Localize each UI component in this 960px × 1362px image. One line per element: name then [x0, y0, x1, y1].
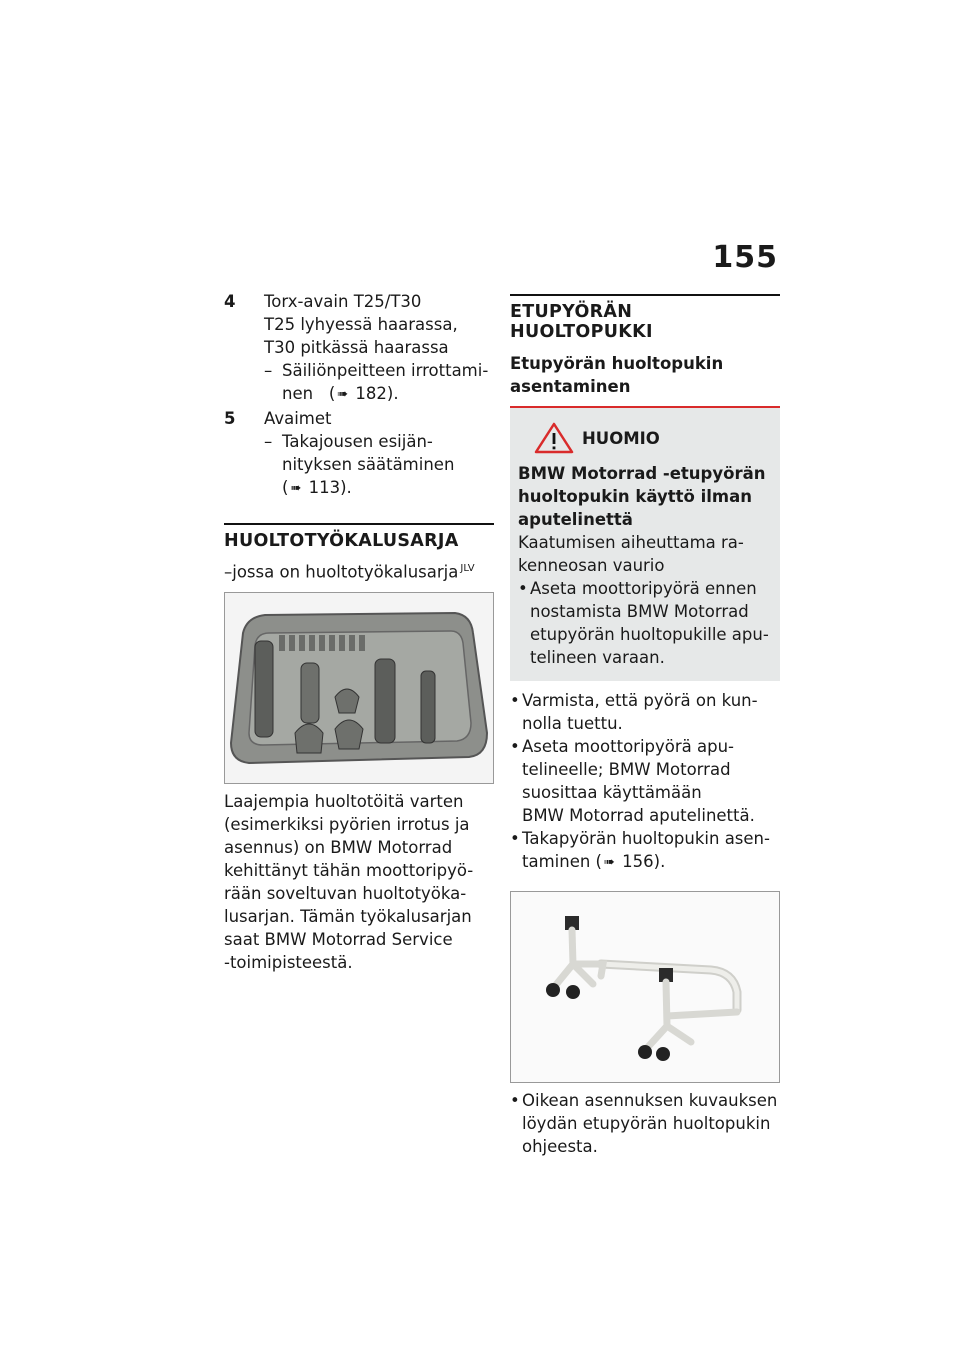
sub-line: nityksen säätäminen — [282, 455, 455, 474]
sub-line: nen — [282, 384, 314, 403]
item-line: Torx-avain T25/T30 — [264, 292, 422, 311]
paragraph-line: (esimerkiksi pyörien irrotus ja — [224, 814, 470, 834]
section-heading-front-stand: ETUPYÖRÄN HUOLTOPUKKI — [510, 294, 780, 342]
page-reference-link[interactable]: 113). — [308, 478, 352, 497]
ref-arrow-icon: ➠ — [604, 855, 615, 870]
item-number: 4 — [224, 292, 236, 311]
notice-heading: BMW Motorrad -etupyörän huoltopukin käyttö ilman aputelinettä — [518, 464, 766, 529]
ref-arrow-icon: ➠ — [290, 481, 302, 496]
toolkit-illustration — [225, 593, 493, 783]
paragraph-line: rään soveltuvan huoltotyöka- — [224, 883, 467, 903]
subsection-heading: Etupyörän huoltopukin asentaminen — [510, 354, 724, 396]
item-line: T30 pitkässä haarassa — [264, 338, 449, 357]
right-column — [510, 290, 780, 1158]
front-stand-illustration — [511, 892, 779, 1082]
list-item: • Aseta moottoripyörä apu- telineelle; BMW Motorrad suosittaa käyttämään BMW Motorrad aputelinettä. — [510, 737, 755, 825]
paragraph-line: lusarjan. Tämän työkalusarjan — [224, 906, 472, 926]
item-line: T25 lyhyessä haarassa, — [264, 315, 458, 334]
paragraph-line: -toimipisteestä. — [224, 952, 353, 972]
list-item: • Takapyörän huoltopukin asen- taminen ( ➠ 156). — [510, 827, 780, 875]
toolkit-subtitle: –jossa on huoltotyökalusarja $^{JLV}$ — [224, 562, 475, 582]
page-reference-link[interactable]: 156). — [622, 852, 666, 871]
list-item: • Varmista, että pyörä on kun- nolla tuettu. — [510, 691, 758, 733]
front-stand-image — [510, 891, 780, 1083]
item-number: 5 — [224, 409, 236, 428]
section-heading-toolkit: HUOLTOTYÖKALUSARJA — [224, 523, 494, 551]
toolkit-image — [224, 592, 494, 784]
paragraph-line: saat BMW Motorrad Service — [224, 929, 453, 949]
paragraph-line: asennus) on BMW Motorrad — [224, 837, 453, 857]
notice-bullet: • Aseta moottoripyörä ennen nostamista BMW Motorrad etupyörän huoltopukille apu- telineen varaan. — [518, 579, 769, 667]
left-column — [224, 290, 494, 974]
notice-title: HUOMIO — [582, 428, 660, 448]
item-line: Avaimet — [264, 409, 332, 428]
ref-arrow-icon: ➠ — [337, 387, 349, 402]
page-number: 155 — [712, 240, 778, 275]
paragraph-line: Laajempia huoltotöitä varten — [224, 791, 464, 811]
instruction-list — [510, 689, 780, 875]
warning-triangle-icon — [534, 422, 574, 454]
sub-line: Säiliönpeitteen irrottami- — [282, 361, 489, 380]
sub-item: – Takajousen esijän- nityksen säätäminen ( ➠ 113). — [264, 430, 494, 501]
notice-text: Kaatumisen aiheuttama ra- kenneosan vaurio — [518, 533, 744, 575]
page-reference-link[interactable]: 182). — [355, 384, 399, 403]
list-item-4 — [224, 290, 494, 407]
list-item-5 — [224, 407, 494, 501]
sub-item: – Säiliönpeitteen irrottami- nen ( ➠ 182). — [264, 359, 494, 407]
option-code: JLV — [460, 563, 475, 574]
toolkit-paragraph — [224, 790, 494, 974]
sub-line: Takajousen esijän- — [282, 432, 433, 451]
list-item: • Oikean asennuksen kuvauksen löydän etupyörän huoltopukin ohjeesta. — [510, 1091, 778, 1156]
paragraph-line: kehittänyt tähän moottoripyö- — [224, 860, 474, 880]
caution-notice — [510, 406, 780, 681]
